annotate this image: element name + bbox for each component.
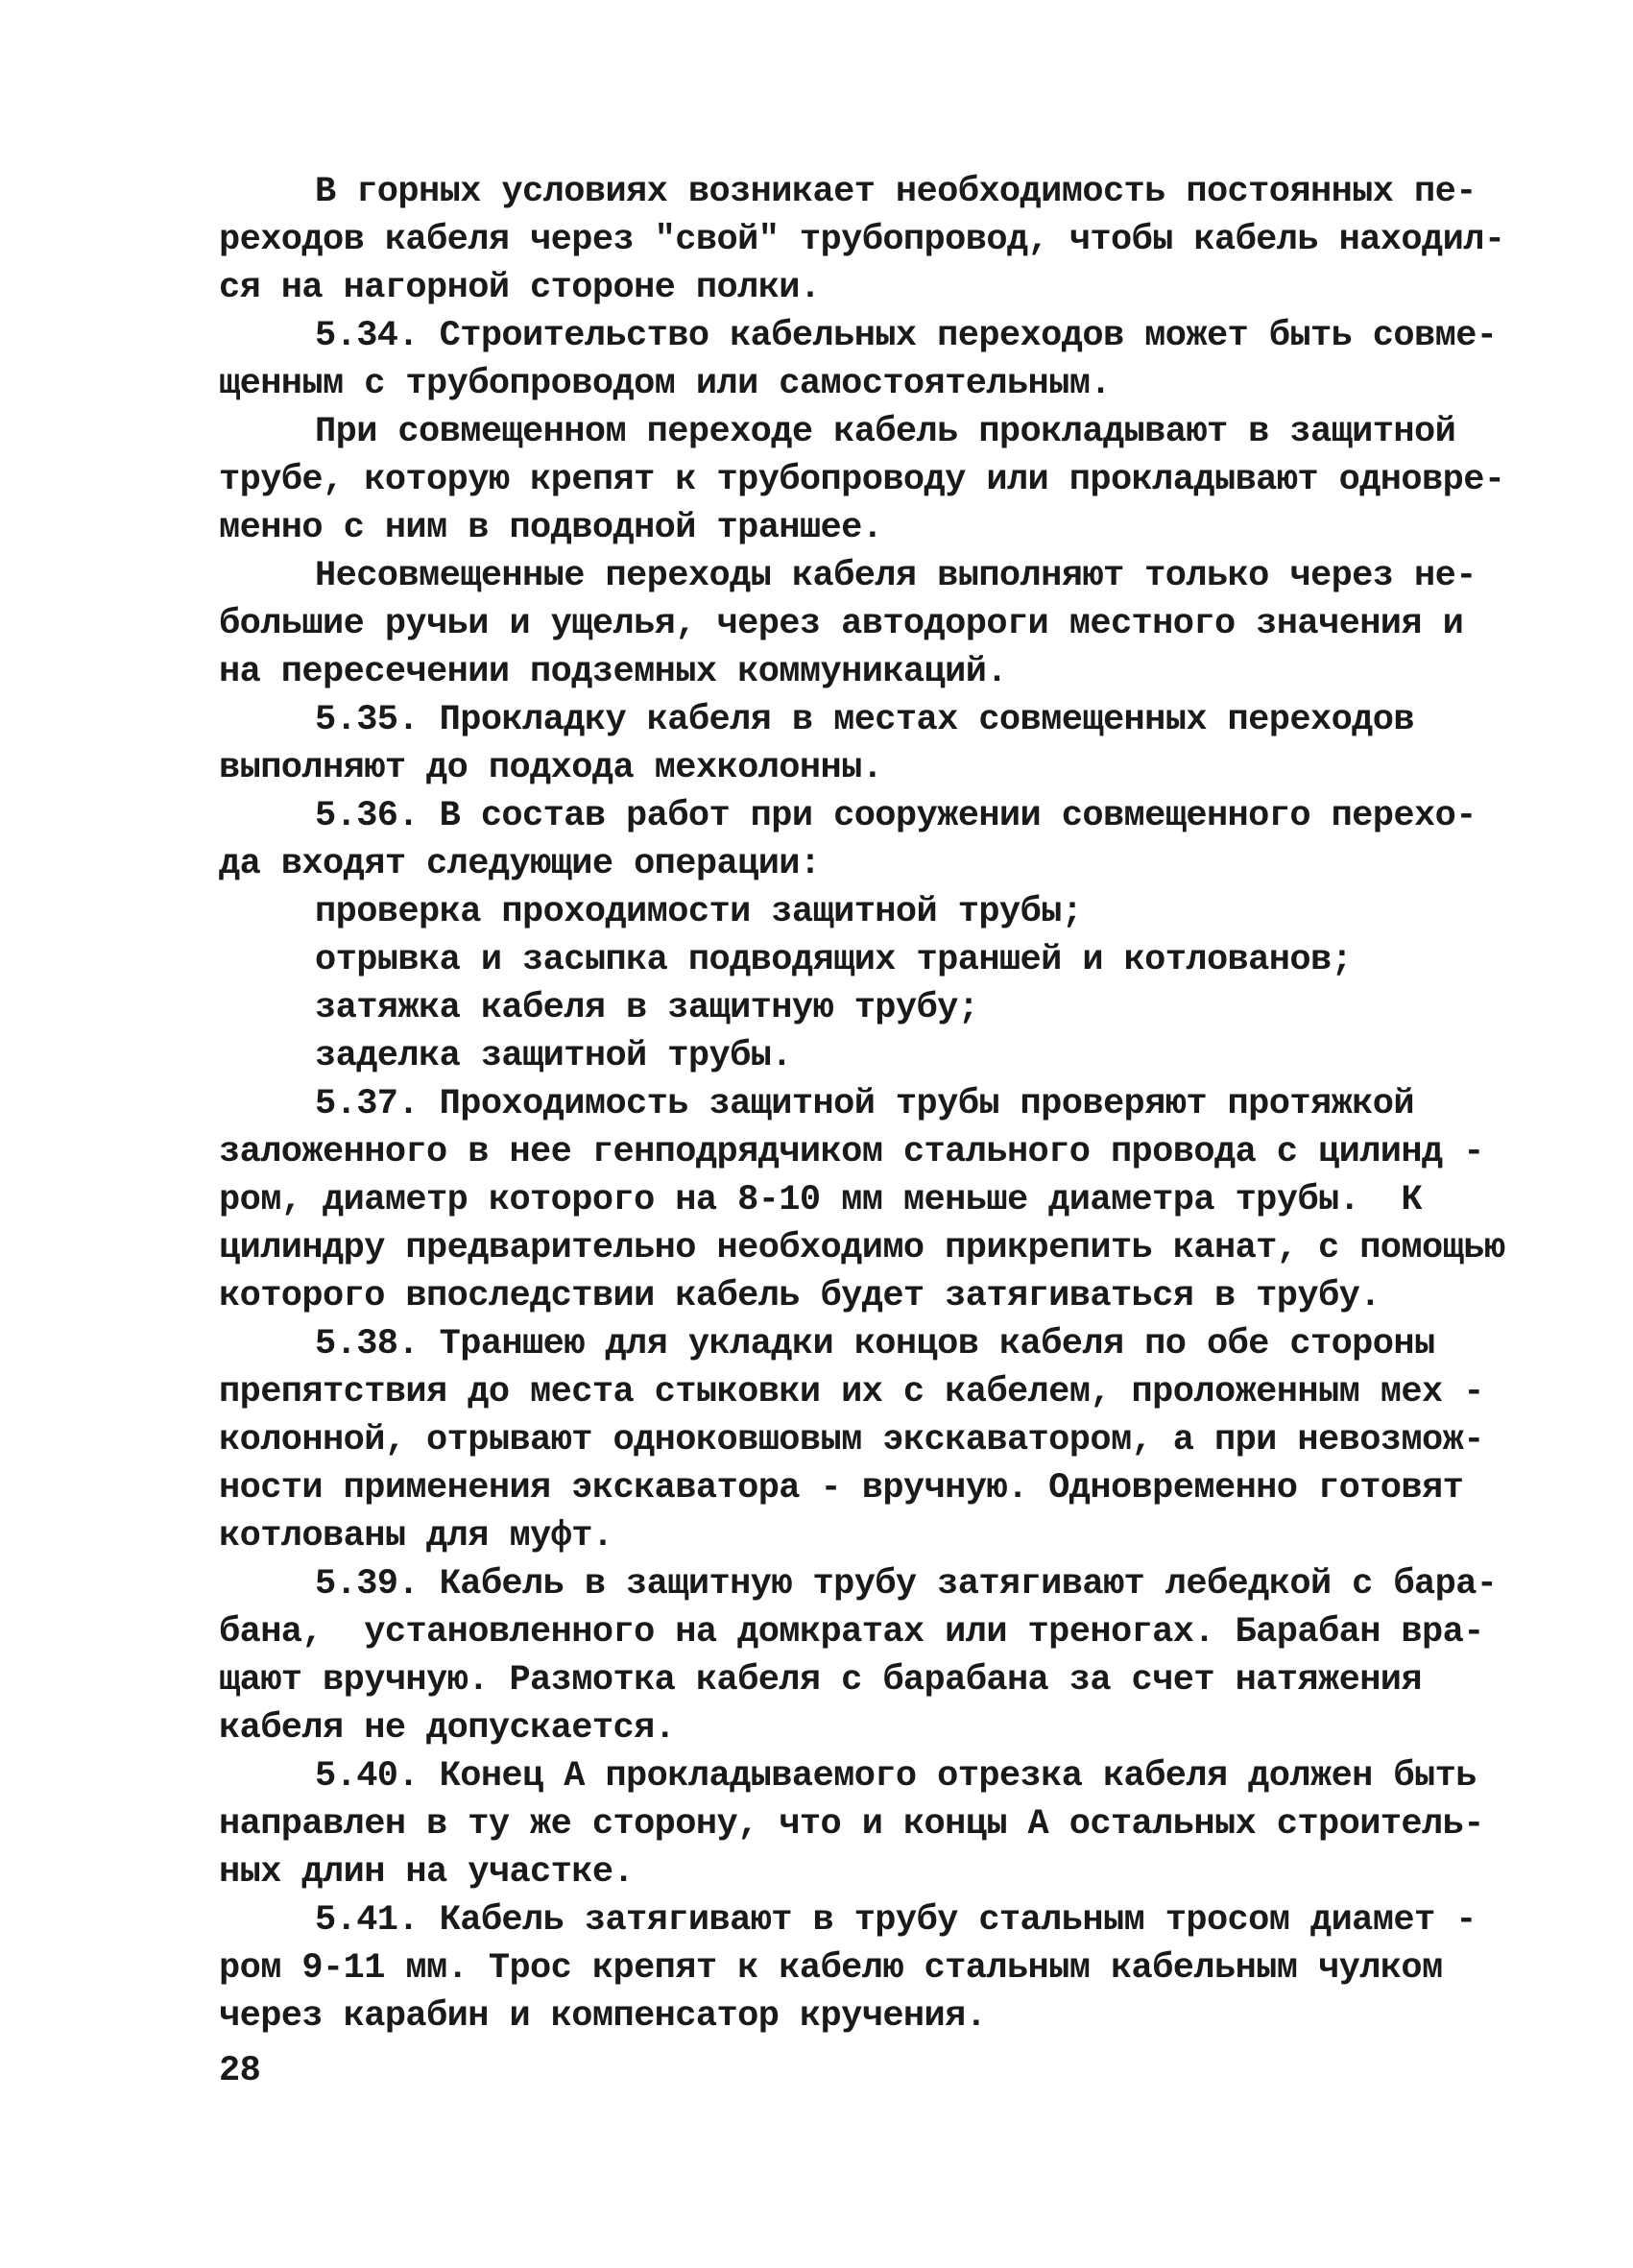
- text-line: ром 9-11 мм. Трос крепят к кабелю стальным кабельным чулком: [219, 1948, 1443, 1989]
- text-line: котлованы для муфт.: [219, 1516, 613, 1556]
- text-line: щенным с трубопроводом или самостоятельным.: [219, 364, 1111, 404]
- text-line: трубе, которую крепят к трубопроводу или прокладывают одновре-: [219, 460, 1505, 500]
- text-line: 5.41. Кабель затягивают в трубу стальным тросом диамет -: [315, 1900, 1477, 1941]
- text-line: Несовмещенные переходы кабеля выполняют только через не-: [315, 556, 1477, 596]
- text-line: большие ручьи и ущелья, через автодороги местного значения и: [219, 604, 1464, 644]
- text-line: В горных условиях возникает необходимость постоянных пе-: [315, 172, 1477, 212]
- text-line: 5.35. Прокладку кабеля в местах совмещенных переходов: [315, 700, 1414, 740]
- page-number: 28: [219, 2051, 261, 2091]
- text-line: ся на нагорной стороне полки.: [219, 268, 821, 308]
- text-line: препятствия до места стыковки их с кабелем, проложенным мех -: [219, 1372, 1484, 1412]
- document-body: [219, 168, 1505, 2040]
- text-line: на пересечении подземных коммуникаций.: [219, 652, 1007, 692]
- text-line: ности применения экскаватора - вручную. Одновременно готовят: [219, 1468, 1464, 1508]
- text-line: да входят следующие операции:: [219, 844, 821, 884]
- text-line: которого впоследствии кабель будет затягиваться в трубу.: [219, 1276, 1381, 1316]
- text-line: 5.39. Кабель в защитную трубу затягивают лебедкой с бара-: [315, 1564, 1498, 1604]
- text-line: При совмещенном переходе кабель прокладывают в защитной: [315, 412, 1456, 452]
- text-line: щают вручную. Размотка кабеля с барабана за счет натяжения: [219, 1660, 1423, 1701]
- text-line: заложенного в нее генподрядчиком стального провода с цилинд -: [219, 1132, 1484, 1172]
- text-line: кабеля не допускается.: [219, 1708, 676, 1749]
- text-line: отрывка и засыпка подводящих траншей и котлованов;: [315, 940, 1353, 980]
- text-line: выполняют до подхода мехколонны.: [219, 748, 883, 788]
- text-line: колонной, отрывают одноковшовым экскаватором, а при невозмож-: [219, 1420, 1484, 1460]
- text-line: цилиндру предварительно необходимо прикрепить канат, с помощью: [219, 1228, 1505, 1268]
- text-line: 5.37. Проходимость защитной трубы проверяют протяжкой: [315, 1084, 1414, 1124]
- text-line: 5.36. В состав работ при сооружении совмещенного перехо-: [315, 796, 1477, 836]
- text-line: через карабин и компенсатор кручения.: [219, 1996, 987, 2037]
- text-line: ром, диаметр которого на 8-10 мм меньше диаметра трубы. К: [219, 1180, 1423, 1220]
- text-line: бана, установленного на домкратах или треногах. Барабан вра-: [219, 1612, 1484, 1653]
- text-line: 5.40. Конец А прокладываемого отрезка кабеля должен быть: [315, 1756, 1477, 1797]
- text-line: 5.34. Строительство кабельных переходов может быть совме-: [315, 316, 1498, 356]
- text-line: ных длин на участке.: [219, 1852, 635, 1893]
- text-line: затяжка кабеля в защитную трубу;: [315, 988, 979, 1028]
- text-line: проверка проходимости защитной трубы;: [315, 892, 1083, 932]
- text-line: 5.38. Траншею для укладки концов кабеля по обе стороны: [315, 1324, 1435, 1364]
- text-line: реходов кабеля через "свой" трубопровод, чтобы кабель находил-: [219, 220, 1505, 260]
- text-line: менно с ним в подводной траншее.: [219, 508, 883, 548]
- text-line: заделка защитной трубы.: [315, 1036, 792, 1076]
- text-line: направлен в ту же сторону, что и концы А остальных строитель-: [219, 1804, 1484, 1845]
